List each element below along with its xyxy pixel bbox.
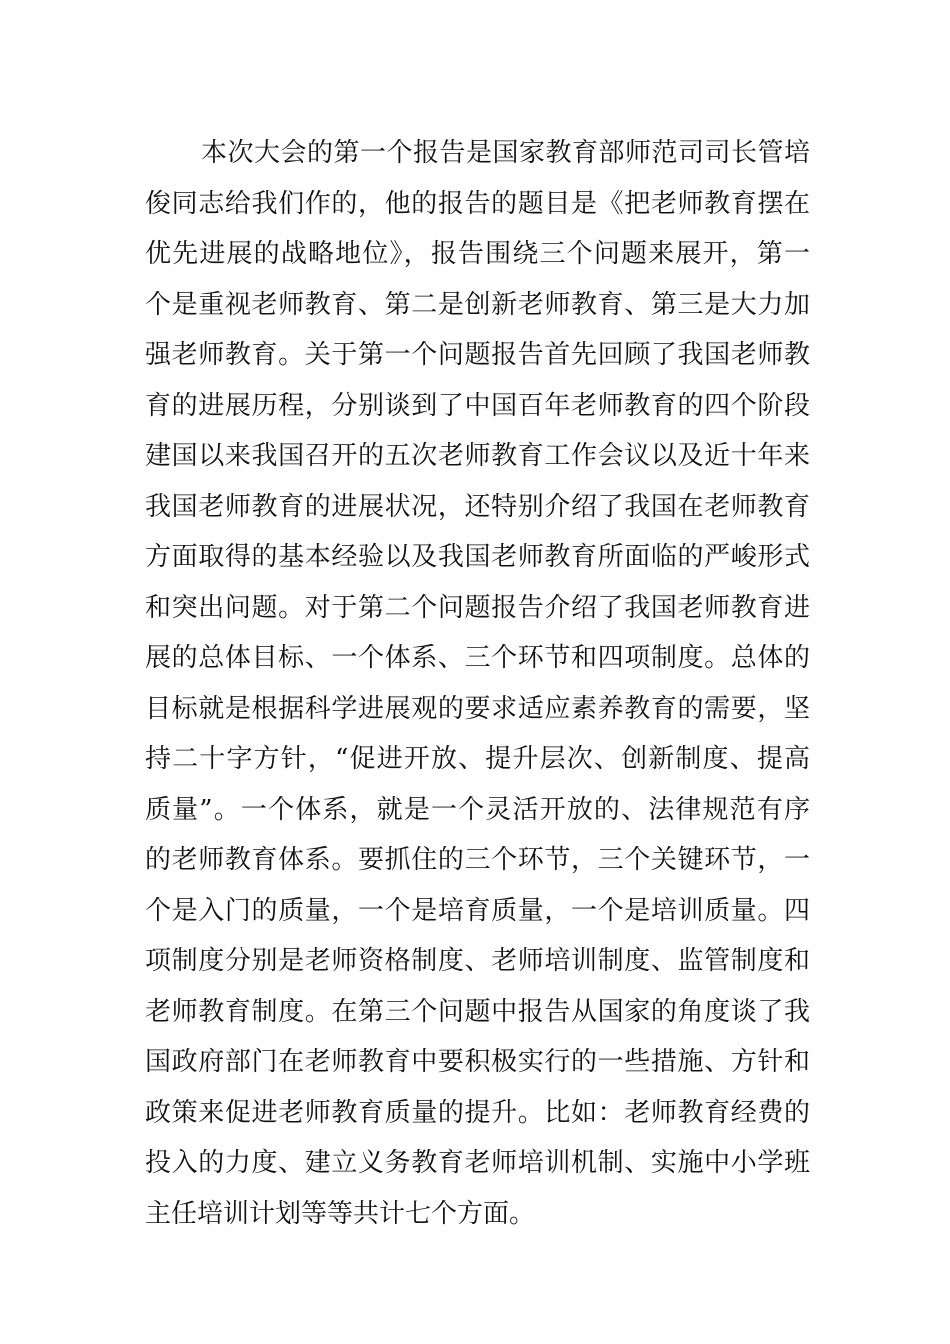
paragraph-line: 老师教育制度。在第三个问题中报告从国家的角度谈了我 bbox=[145, 996, 810, 1027]
paragraph-line: 优先进展的战略地位》，报告围绕三个问题来展开，第一 bbox=[145, 239, 810, 269]
paragraph-line: 强老师教育。关于第一个问题报告首先回顾了我国老师教 bbox=[145, 340, 810, 370]
paragraph-line: 本次大会的第一个报告是国家教育部师范司司长管培 bbox=[201, 138, 810, 168]
paragraph-line: 个是重视老师教育、第二是创新老师教育、第三是大力加 bbox=[145, 289, 810, 320]
paragraph-line: 持二十字方针，“促进开放、提升层次、创新制度、提高 bbox=[145, 744, 810, 774]
paragraph-line: 主任培训计划等等共计七个方面。 bbox=[145, 1198, 536, 1229]
paragraph-line: 投入的力度、建立义务教育老师培训机制、实施中小学班 bbox=[145, 1148, 810, 1178]
paragraph-line: 目标就是根据科学进展观的要求适应素养教育的需要，坚 bbox=[145, 693, 810, 724]
paragraph-line: 政策来促进老师教育质量的提升。比如：老师教育经费的 bbox=[145, 1097, 810, 1128]
paragraph-line: 建国以来我国召开的五次老师教育工作会议以及近十年来 bbox=[145, 441, 810, 471]
paragraph-line: 俊同志给我们作的，他的报告的题目是《把老师教育摆在 bbox=[145, 188, 810, 219]
paragraph-line: 育的进展历程，分别谈到了中国百年老师教育的四个阶段 bbox=[145, 390, 810, 421]
paragraph-line: 我国老师教育的进展状况，还特别介绍了我国在老师教育 bbox=[145, 491, 810, 522]
paragraph-line: 和突出问题。对于第二个问题报告介绍了我国老师教育进 bbox=[145, 592, 810, 623]
paragraph-line: 的老师教育体系。要抓住的三个环节，三个关键环节，一 bbox=[145, 845, 810, 875]
paragraph-line: 质量”。一个体系，就是一个灵活开放的、法律规范有序 bbox=[145, 794, 810, 825]
paragraph-line: 项制度分别是老师资格制度、老师培训制度、监管制度和 bbox=[145, 946, 810, 976]
paragraph-line: 国政府部门在老师教育中要积极实行的一些措施、方针和 bbox=[145, 1047, 810, 1077]
paragraph-line: 展的总体目标、一个体系、三个环节和四项制度。总体的 bbox=[145, 643, 810, 673]
paragraph-line: 方面取得的基本经验以及我国老师教育所面临的严峻形式 bbox=[145, 542, 810, 572]
body-paragraph bbox=[145, 128, 810, 1239]
paragraph-line: 个是入门的质量，一个是培育质量，一个是培训质量。四 bbox=[145, 895, 810, 926]
